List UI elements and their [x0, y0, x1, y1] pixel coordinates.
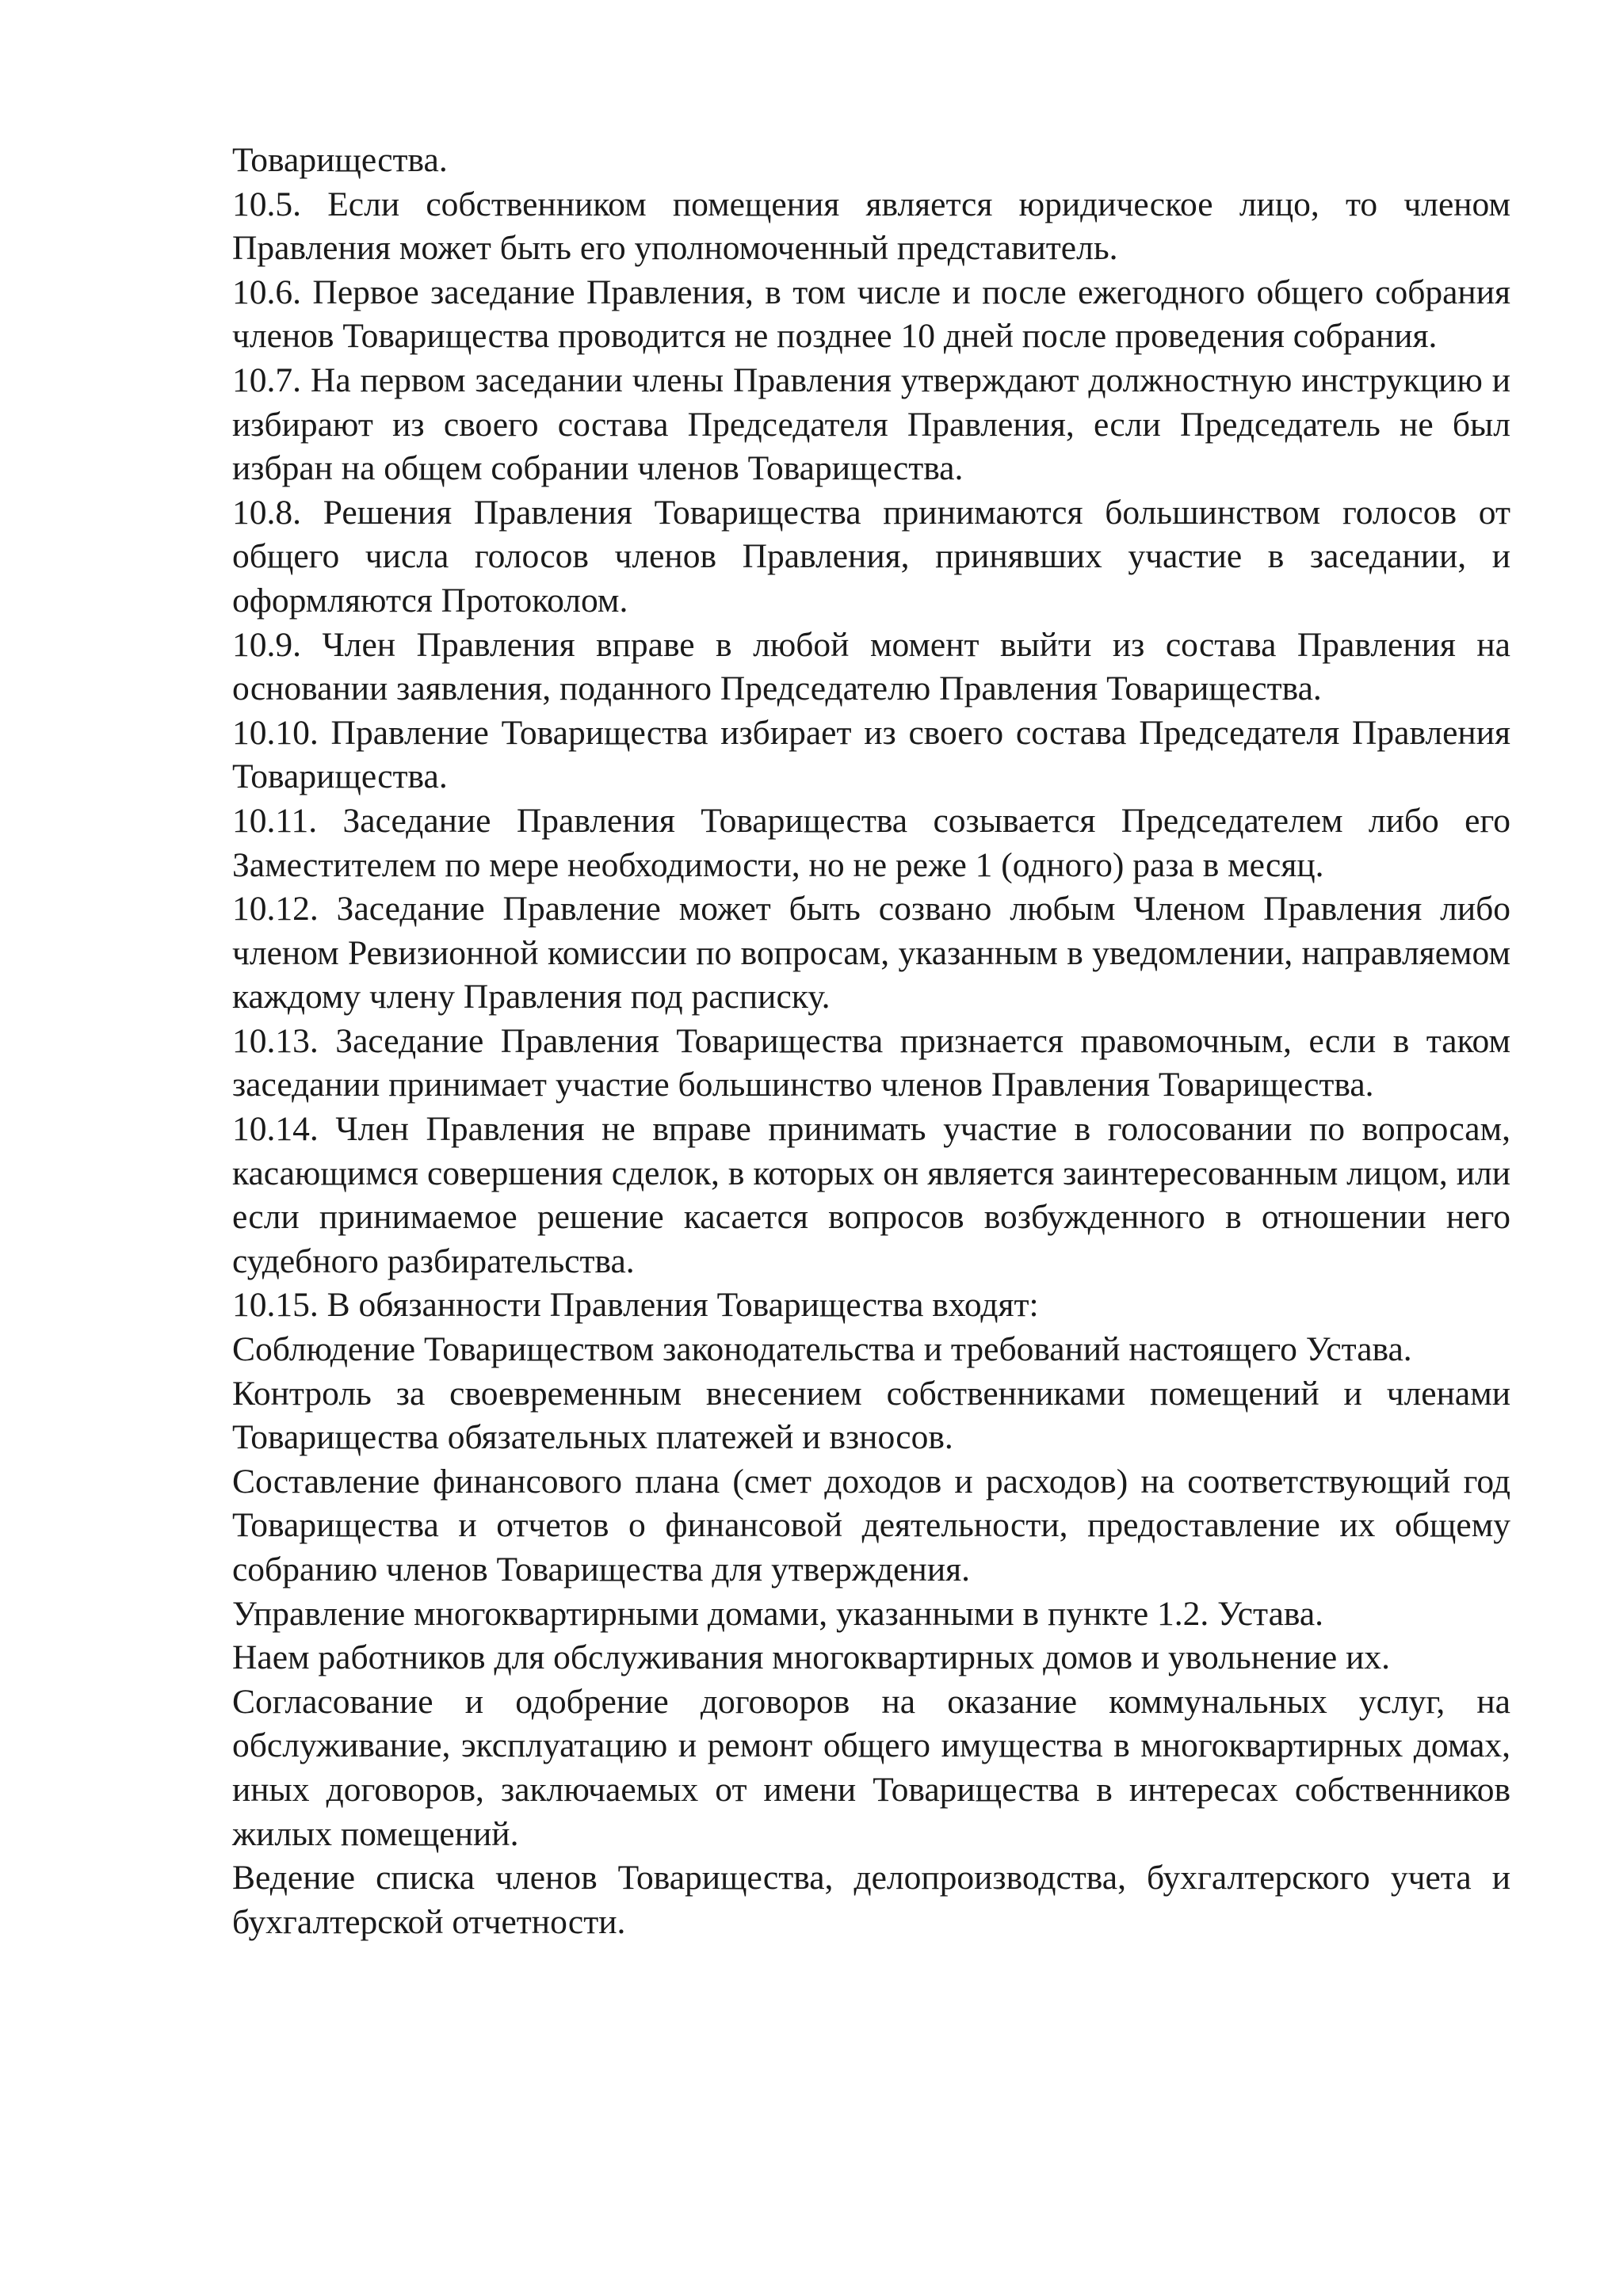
duty-item: Управление многоквартирными домами, указанными в пункте 1.2. Устава. — [232, 1594, 1324, 1633]
paragraph-10-15: 10.15. В обязанности Правления Товарищества входят: — [232, 1286, 1039, 1325]
paragraph-10-6: 10.6. Первое заседание Правления, в том числе и после ежегодного общего собрания членов Товарищества проводится не позднее 10 дней после проведения собрания. — [232, 273, 1510, 356]
paragraph-10-14: 10.14. Член Правления не вправе принимать участие в голосовании по вопросам, касающимся совершения сделок, в которых он является заинтересованным лицом, или если принимаемое решение касается вопросов возбужденного в отношении него судебного разбирательства. — [232, 1110, 1510, 1280]
duty-item: Согласование и одобрение договоров на оказание коммунальных услуг, на обслуживание, эксплуатацию и ремонт общего имущества в многоквартирных домах, иных договоров, заключаемых от имени Товарищества в интересах собственников жилых помещений. — [232, 1682, 1510, 1853]
duty-item: Соблюдение Товариществом законодательства и требований настоящего Устава. — [232, 1330, 1412, 1369]
paragraph-continuation: Товарищества. — [232, 141, 448, 179]
paragraph-10-5: 10.5. Если собственником помещения является юридическое лицо, то членом Правления может быть его уполномоченный представитель. — [232, 185, 1510, 268]
paragraph-10-12: 10.12. Заседание Правление может быть созвано любым Членом Правления либо членом Ревизионной комиссии по вопросам, указанным в уведомлении, направляемом каждому члену Правления под расписку. — [232, 890, 1510, 1016]
duty-item: Наем работников для обслуживания многоквартирных домов и увольнение их. — [232, 1638, 1390, 1677]
paragraph-10-9: 10.9. Член Правления вправе в любой момент выйти из состава Правления на основании заявления, поданного Председателю Правления Товарищества. — [232, 625, 1510, 708]
paragraph-10-7: 10.7. На первом заседании члены Правления утверждают должностную инструкцию и избирают из своего состава Председателя Правления, если Председатель не был избран на общем собрании членов Товарищества. — [232, 360, 1510, 488]
paragraph-10-10: 10.10. Правление Товарищества избирает из своего состава Председателя Правления Товарищества. — [232, 713, 1510, 796]
duty-item: Ведение списка членов Товарищества, делопроизводства, бухгалтерского учета и бухгалтерской отчетности. — [232, 1859, 1510, 1941]
paragraph-10-11: 10.11. Заседание Правления Товарищества созывается Председателем либо его Заместителем по мере необходимости, но не реже 1 (одного) раза в месяц. — [232, 801, 1510, 884]
document-body — [232, 139, 1510, 1944]
duty-item: Составление финансового плана (смет доходов и расходов) на соответствующий год Товарищества и отчетов о финансовой деятельности, предоставление их общему собранию членов Товарищества для утверждения. — [232, 1462, 1510, 1589]
paragraph-10-8: 10.8. Решения Правления Товарищества принимаются большинством голосов от общего числа голосов членов Правления, принявших участие в заседании, и оформляются Протоколом. — [232, 493, 1510, 620]
duty-item: Контроль за своевременным внесением собственниками помещений и членами Товарищества обязательных платежей и взносов. — [232, 1374, 1510, 1457]
paragraph-10-13: 10.13. Заседание Правления Товарищества признается правомочным, если в таком заседании принимает участие большинство членов Правления Товарищества. — [232, 1021, 1510, 1104]
